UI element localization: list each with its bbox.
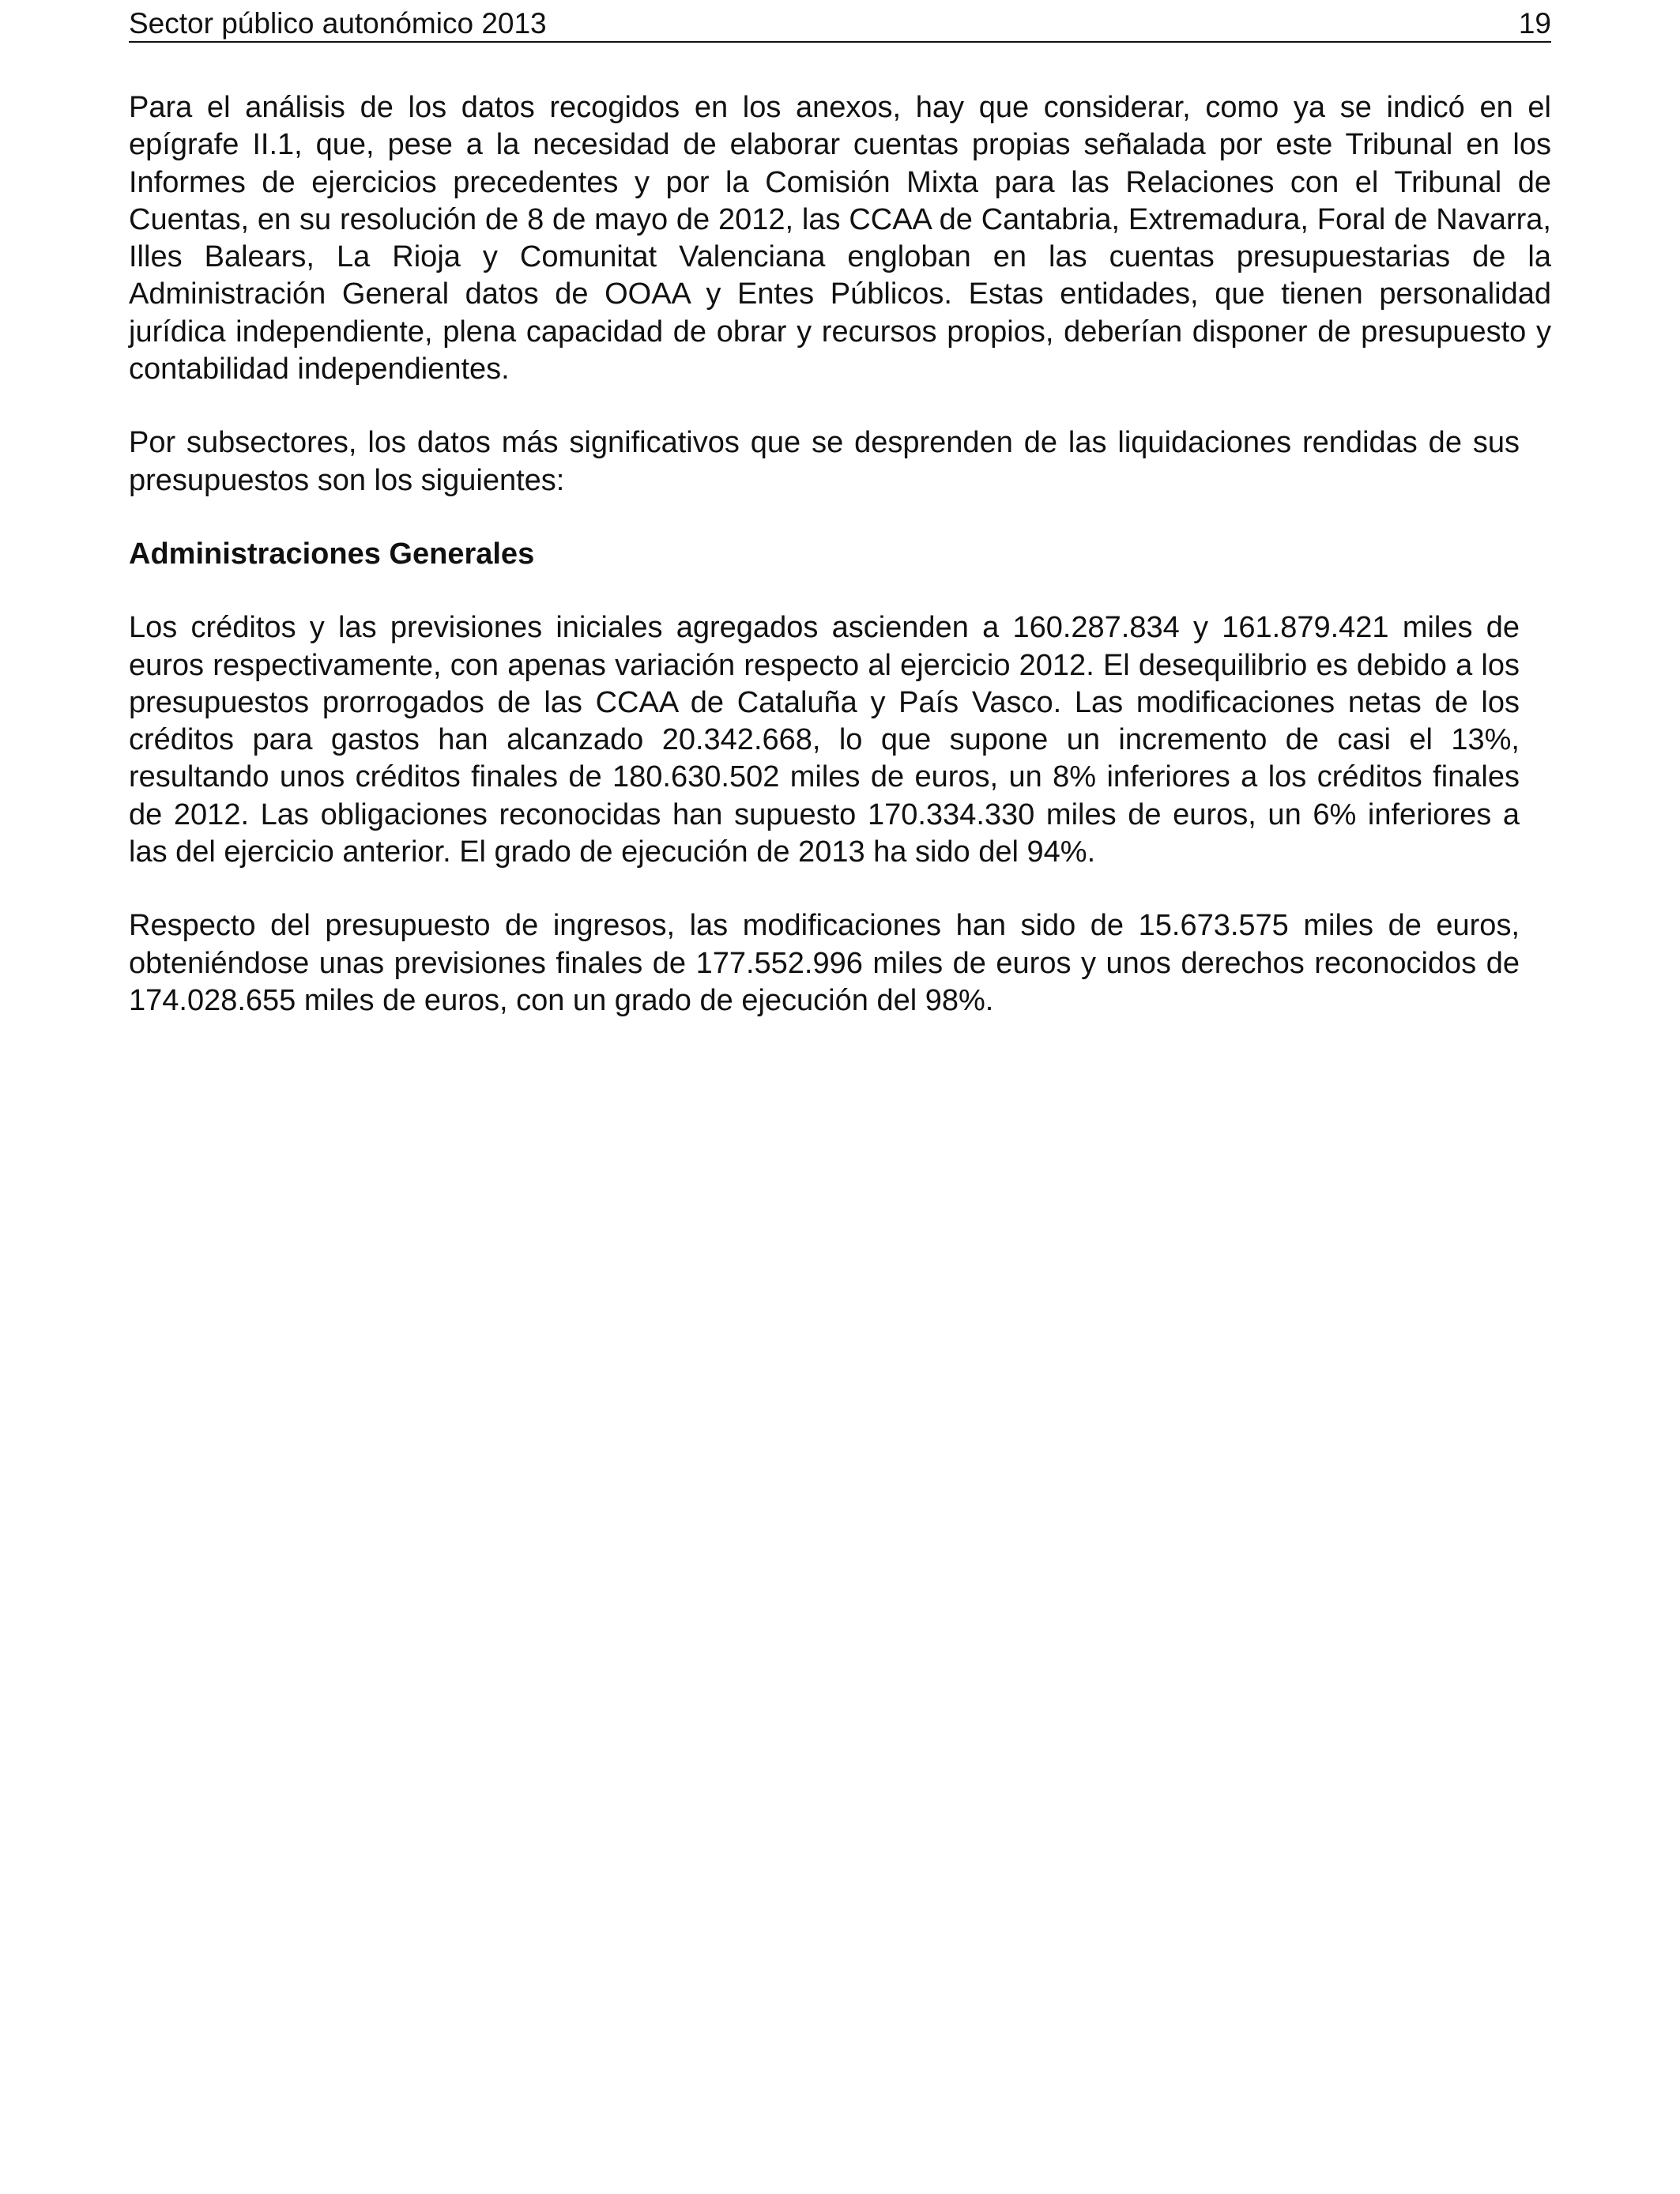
section-heading: Administraciones Generales [129,537,535,571]
revenue-paragraph: Respecto del presupuesto de ingresos, las modificaciones han sido de 15.673.575 miles de euros, obteniéndose unas previsiones finales de 177.552.996 miles de euros y unos derechos reconocidos de 174.028.655 miles de euros, con un grado de ejecución del 98%. [129,909,1520,1017]
intro-paragraph: Para el análisis de los datos recogidos en los anexos, hay que considerar, como ya se indicó en el epígrafe II.1, que, pese a la necesidad de elaborar cuentas propias señalada por este Tribunal en los Informes de ejercicios precedentes y por la Comisión Mixta para las Relaciones con el Tribunal de Cuentas, en su resolución de 8 de mayo de 2012, las CCAA de Cantabria, Extremadura, Foral de Navarra, Illes Balears, La Rioja y Comunitat Valenciana engloban en las cuentas presupuestarias de la Administración General datos de OOAA y Entes Públicos. Estas entidades, que tienen personalidad jurídica independiente, plena capacidad de obrar y recursos propios, deberían disponer de presupuesto y contabilidad independientes. [129,91,1551,386]
body-text [129,89,1551,1056]
running-header [129,6,1551,43]
page-number: 19 [1518,7,1551,40]
credits-paragraph: Los créditos y las previsiones iniciales agregados ascienden a 160.287.834 y 161.879.421 miles de euros respectivamente, con apenas variación respecto al ejercicio 2012. El desequilibrio es debido a los presupuestos prorrogados de las CCAA de Cataluña y País Vasco. Las modificaciones netas de los créditos para gastos han alcanzado 20.342.668, lo que supone un incremento de casi el 13%, resultando unos créditos finales de 180.630.502 miles de euros, un 8% inferiores a los créditos finales de 2012. Las obligaciones reconocidas han supuesto 170.334.330 miles de euros, un 6% inferiores a las del ejercicio anterior. El grado de ejecución de 2013 ha sido del 94%. [129,611,1520,869]
subsectors-paragraph: Por subsectores, los datos más significativos que se desprenden de las liquidaciones rendidas de sus presupuestos son los siguientes: [129,426,1520,497]
header-title: Sector público autonómico 2013 [129,7,547,40]
